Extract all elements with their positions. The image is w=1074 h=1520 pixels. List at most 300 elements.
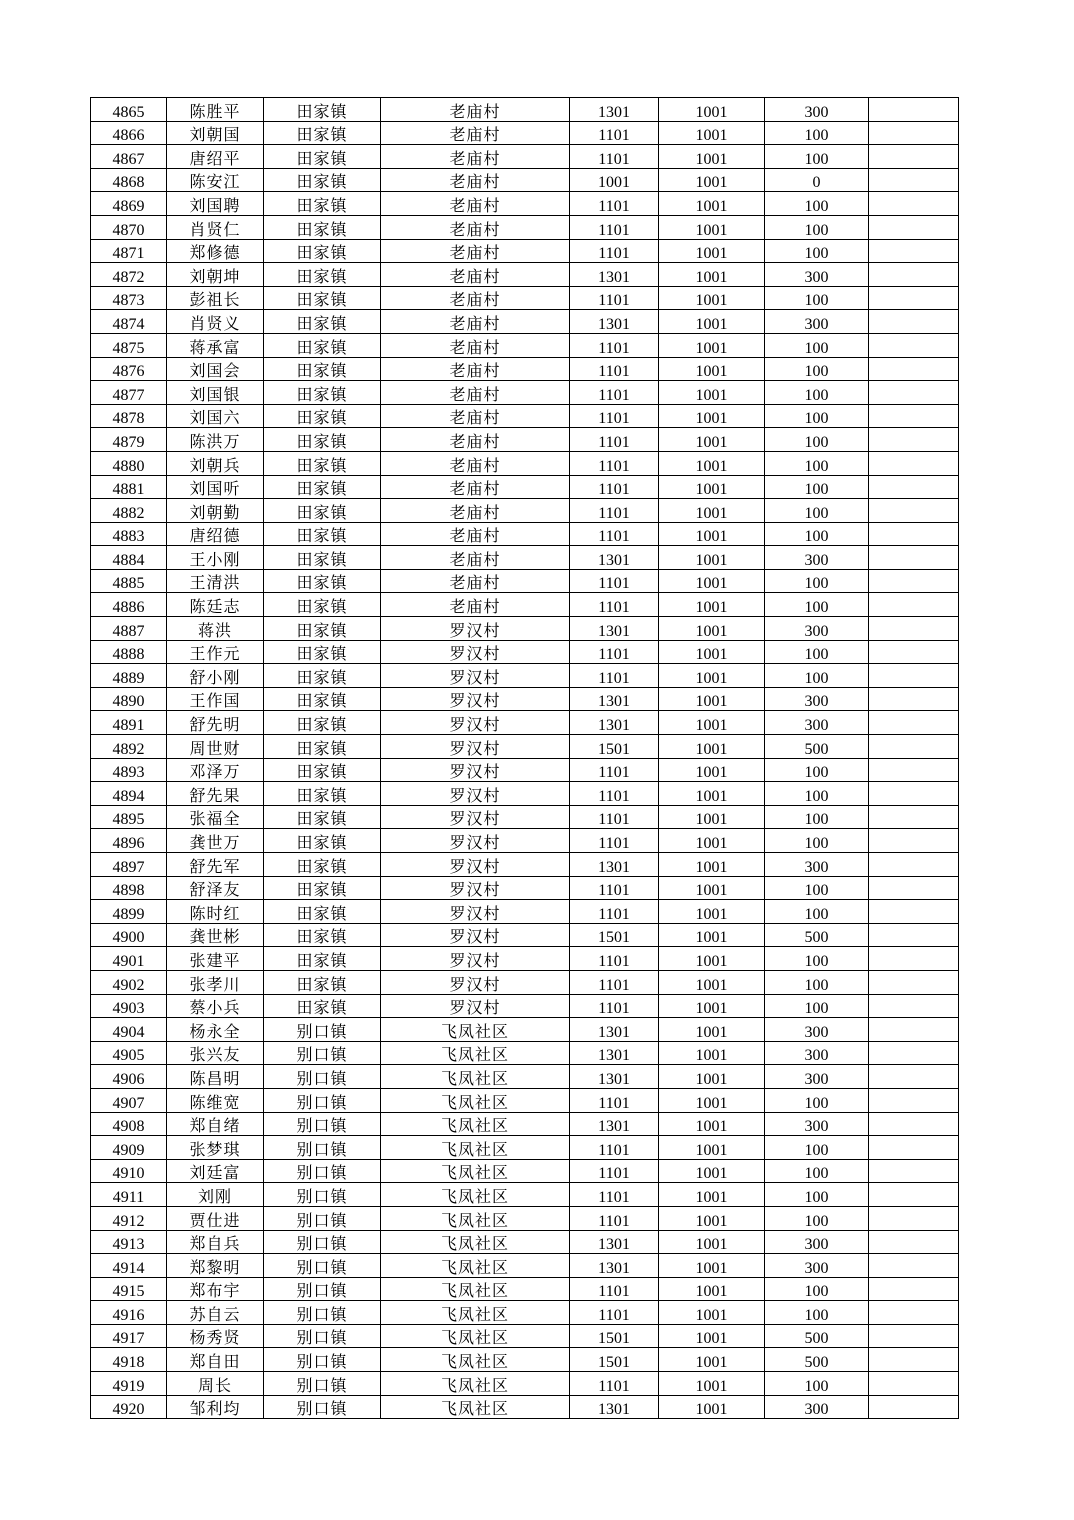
name-cell: 邓泽万: [167, 758, 264, 782]
name-cell: 蒋承富: [167, 333, 264, 357]
table-row: [91, 404, 959, 428]
table-row: [91, 451, 959, 475]
serial-number-cell: 4908: [91, 1112, 167, 1136]
value-a-cell: 1101: [570, 758, 659, 782]
village-cell: 罗汉村: [381, 805, 570, 829]
name-cell: 陈维宽: [167, 1088, 264, 1112]
value-b-cell: 1001: [659, 1277, 765, 1301]
name-cell: 张福全: [167, 805, 264, 829]
amount-cell: 100: [765, 357, 869, 381]
table-row: [91, 1041, 959, 1065]
value-b-cell: 1001: [659, 735, 765, 759]
village-cell: 飞凤社区: [381, 1254, 570, 1278]
value-a-cell: 1101: [570, 215, 659, 239]
serial-number-cell: 4877: [91, 381, 167, 405]
village-cell: 老庙村: [381, 98, 570, 122]
town-cell: 田家镇: [264, 853, 381, 877]
amount-cell: 100: [765, 900, 869, 924]
town-cell: 别口镇: [264, 1088, 381, 1112]
amount-cell: 500: [765, 1324, 869, 1348]
name-cell: 张孝川: [167, 970, 264, 994]
remark-cell: [869, 853, 959, 877]
town-cell: 别口镇: [264, 1254, 381, 1278]
town-cell: 田家镇: [264, 876, 381, 900]
name-cell: 刘朝坤: [167, 263, 264, 287]
serial-number-cell: 4890: [91, 687, 167, 711]
town-cell: 田家镇: [264, 829, 381, 853]
town-cell: 田家镇: [264, 758, 381, 782]
village-cell: 老庙村: [381, 404, 570, 428]
village-cell: 老庙村: [381, 286, 570, 310]
value-b-cell: 1001: [659, 805, 765, 829]
amount-cell: 100: [765, 475, 869, 499]
value-a-cell: 1101: [570, 1372, 659, 1396]
serial-number-cell: 4914: [91, 1254, 167, 1278]
serial-number-cell: 4894: [91, 782, 167, 806]
value-a-cell: 1301: [570, 1112, 659, 1136]
town-cell: 田家镇: [264, 286, 381, 310]
town-cell: 田家镇: [264, 994, 381, 1018]
village-cell: 老庙村: [381, 451, 570, 475]
value-a-cell: 1101: [570, 357, 659, 381]
town-cell: 别口镇: [264, 1136, 381, 1160]
serial-number-cell: 4911: [91, 1183, 167, 1207]
value-b-cell: 1001: [659, 239, 765, 263]
value-b-cell: 1001: [659, 333, 765, 357]
town-cell: 田家镇: [264, 947, 381, 971]
amount-cell: 100: [765, 1372, 869, 1396]
value-b-cell: 1001: [659, 1112, 765, 1136]
value-b-cell: 1001: [659, 1395, 765, 1419]
value-a-cell: 1301: [570, 1395, 659, 1419]
name-cell: 贾仕进: [167, 1206, 264, 1230]
table-row: [91, 1206, 959, 1230]
value-a-cell: 1101: [570, 593, 659, 617]
value-a-cell: 1101: [570, 428, 659, 452]
value-b-cell: 1001: [659, 593, 765, 617]
table-body: [91, 98, 959, 1419]
name-cell: 舒小刚: [167, 664, 264, 688]
serial-number-cell: 4903: [91, 994, 167, 1018]
table-row: [91, 805, 959, 829]
amount-cell: 300: [765, 853, 869, 877]
town-cell: 田家镇: [264, 970, 381, 994]
village-cell: 罗汉村: [381, 664, 570, 688]
value-a-cell: 1501: [570, 923, 659, 947]
town-cell: 田家镇: [264, 168, 381, 192]
town-cell: 田家镇: [264, 522, 381, 546]
village-cell: 罗汉村: [381, 735, 570, 759]
value-a-cell: 1101: [570, 333, 659, 357]
amount-cell: 300: [765, 546, 869, 570]
village-cell: 老庙村: [381, 499, 570, 523]
table-row: [91, 640, 959, 664]
table-row: [91, 499, 959, 523]
remark-cell: [869, 900, 959, 924]
village-cell: 罗汉村: [381, 853, 570, 877]
value-a-cell: 1301: [570, 310, 659, 334]
table-row: [91, 381, 959, 405]
table-row: [91, 1183, 959, 1207]
value-a-cell: 1101: [570, 522, 659, 546]
name-cell: 邹利均: [167, 1395, 264, 1419]
town-cell: 田家镇: [264, 569, 381, 593]
value-a-cell: 1101: [570, 1183, 659, 1207]
name-cell: 彭祖长: [167, 286, 264, 310]
table-row: [91, 687, 959, 711]
name-cell: 王作国: [167, 687, 264, 711]
table-row: [91, 1324, 959, 1348]
serial-number-cell: 4909: [91, 1136, 167, 1160]
remark-cell: [869, 664, 959, 688]
serial-number-cell: 4906: [91, 1065, 167, 1089]
name-cell: 周世财: [167, 735, 264, 759]
value-b-cell: 1001: [659, 1324, 765, 1348]
value-a-cell: 1301: [570, 1254, 659, 1278]
value-a-cell: 1101: [570, 1206, 659, 1230]
table-row: [91, 853, 959, 877]
town-cell: 田家镇: [264, 381, 381, 405]
name-cell: 郑自兵: [167, 1230, 264, 1254]
serial-number-cell: 4881: [91, 475, 167, 499]
village-cell: 罗汉村: [381, 687, 570, 711]
amount-cell: 500: [765, 1348, 869, 1372]
village-cell: 罗汉村: [381, 900, 570, 924]
amount-cell: 100: [765, 640, 869, 664]
value-b-cell: 1001: [659, 664, 765, 688]
value-a-cell: 1101: [570, 829, 659, 853]
name-cell: 陈洪万: [167, 428, 264, 452]
town-cell: 别口镇: [264, 1348, 381, 1372]
village-cell: 飞凤社区: [381, 1112, 570, 1136]
amount-cell: 100: [765, 782, 869, 806]
table-row: [91, 546, 959, 570]
value-b-cell: 1001: [659, 1136, 765, 1160]
amount-cell: 100: [765, 876, 869, 900]
name-cell: 郑布宇: [167, 1277, 264, 1301]
table-row: [91, 593, 959, 617]
value-a-cell: 1101: [570, 404, 659, 428]
serial-number-cell: 4901: [91, 947, 167, 971]
amount-cell: 500: [765, 735, 869, 759]
name-cell: 舒泽友: [167, 876, 264, 900]
village-cell: 老庙村: [381, 263, 570, 287]
amount-cell: 100: [765, 593, 869, 617]
village-cell: 老庙村: [381, 215, 570, 239]
amount-cell: 100: [765, 569, 869, 593]
remark-cell: [869, 404, 959, 428]
remark-cell: [869, 947, 959, 971]
village-cell: 飞凤社区: [381, 1065, 570, 1089]
village-cell: 飞凤社区: [381, 1041, 570, 1065]
amount-cell: 100: [765, 451, 869, 475]
value-b-cell: 1001: [659, 1206, 765, 1230]
table-row: [91, 711, 959, 735]
village-cell: 老庙村: [381, 333, 570, 357]
name-cell: 郑自田: [167, 1348, 264, 1372]
value-b-cell: 1001: [659, 569, 765, 593]
amount-cell: 100: [765, 333, 869, 357]
value-a-cell: 1101: [570, 145, 659, 169]
remark-cell: [869, 522, 959, 546]
remark-cell: [869, 1395, 959, 1419]
town-cell: 田家镇: [264, 711, 381, 735]
value-b-cell: 1001: [659, 1018, 765, 1042]
village-cell: 老庙村: [381, 381, 570, 405]
town-cell: 田家镇: [264, 499, 381, 523]
table-row: [91, 900, 959, 924]
value-b-cell: 1001: [659, 381, 765, 405]
village-cell: 飞凤社区: [381, 1372, 570, 1396]
name-cell: 张兴友: [167, 1041, 264, 1065]
town-cell: 田家镇: [264, 215, 381, 239]
value-a-cell: 1101: [570, 569, 659, 593]
town-cell: 田家镇: [264, 546, 381, 570]
village-cell: 老庙村: [381, 310, 570, 334]
town-cell: 别口镇: [264, 1301, 381, 1325]
value-a-cell: 1101: [570, 805, 659, 829]
town-cell: 田家镇: [264, 687, 381, 711]
amount-cell: 100: [765, 1136, 869, 1160]
value-a-cell: 1101: [570, 876, 659, 900]
amount-cell: 100: [765, 994, 869, 1018]
amount-cell: 100: [765, 1301, 869, 1325]
remark-cell: [869, 970, 959, 994]
table-row: [91, 1230, 959, 1254]
serial-number-cell: 4888: [91, 640, 167, 664]
town-cell: 别口镇: [264, 1183, 381, 1207]
remark-cell: [869, 310, 959, 334]
village-cell: 罗汉村: [381, 758, 570, 782]
name-cell: 刘国银: [167, 381, 264, 405]
table-row: [91, 522, 959, 546]
village-cell: 罗汉村: [381, 640, 570, 664]
table-row: [91, 664, 959, 688]
town-cell: 别口镇: [264, 1018, 381, 1042]
town-cell: 田家镇: [264, 664, 381, 688]
amount-cell: 300: [765, 1254, 869, 1278]
serial-number-cell: 4892: [91, 735, 167, 759]
value-b-cell: 1001: [659, 1254, 765, 1278]
serial-number-cell: 4873: [91, 286, 167, 310]
remark-cell: [869, 829, 959, 853]
remark-cell: [869, 711, 959, 735]
value-a-cell: 1101: [570, 900, 659, 924]
serial-number-cell: 4866: [91, 121, 167, 145]
remark-cell: [869, 1324, 959, 1348]
value-a-cell: 1301: [570, 263, 659, 287]
serial-number-cell: 4878: [91, 404, 167, 428]
town-cell: 田家镇: [264, 310, 381, 334]
amount-cell: 100: [765, 145, 869, 169]
serial-number-cell: 4886: [91, 593, 167, 617]
serial-number-cell: 4920: [91, 1395, 167, 1419]
town-cell: 别口镇: [264, 1065, 381, 1089]
serial-number-cell: 4904: [91, 1018, 167, 1042]
village-cell: 老庙村: [381, 546, 570, 570]
table-row: [91, 1348, 959, 1372]
value-b-cell: 1001: [659, 1088, 765, 1112]
name-cell: 陈胜平: [167, 98, 264, 122]
value-b-cell: 1001: [659, 475, 765, 499]
amount-cell: 100: [765, 239, 869, 263]
town-cell: 田家镇: [264, 428, 381, 452]
value-a-cell: 1301: [570, 711, 659, 735]
village-cell: 罗汉村: [381, 829, 570, 853]
remark-cell: [869, 475, 959, 499]
name-cell: 蒋洪: [167, 617, 264, 641]
value-a-cell: 1101: [570, 782, 659, 806]
town-cell: 别口镇: [264, 1324, 381, 1348]
name-cell: 刘朝兵: [167, 451, 264, 475]
remark-cell: [869, 1301, 959, 1325]
remark-cell: [869, 499, 959, 523]
value-b-cell: 1001: [659, 994, 765, 1018]
value-b-cell: 1001: [659, 1301, 765, 1325]
name-cell: 张梦琪: [167, 1136, 264, 1160]
table-row: [91, 617, 959, 641]
serial-number-cell: 4895: [91, 805, 167, 829]
table-row: [91, 1254, 959, 1278]
remark-cell: [869, 381, 959, 405]
table-row: [91, 876, 959, 900]
value-a-cell: 1301: [570, 687, 659, 711]
village-cell: 老庙村: [381, 569, 570, 593]
remark-cell: [869, 758, 959, 782]
remark-cell: [869, 687, 959, 711]
table-row: [91, 357, 959, 381]
table-row: [91, 1136, 959, 1160]
name-cell: 陈安江: [167, 168, 264, 192]
serial-number-cell: 4883: [91, 522, 167, 546]
village-cell: 老庙村: [381, 475, 570, 499]
remark-cell: [869, 1206, 959, 1230]
amount-cell: 100: [765, 381, 869, 405]
remark-cell: [869, 569, 959, 593]
name-cell: 唐绍平: [167, 145, 264, 169]
serial-number-cell: 4891: [91, 711, 167, 735]
remark-cell: [869, 546, 959, 570]
serial-number-cell: 4915: [91, 1277, 167, 1301]
table-row: [91, 1112, 959, 1136]
value-a-cell: 1101: [570, 381, 659, 405]
town-cell: 田家镇: [264, 333, 381, 357]
remark-cell: [869, 1183, 959, 1207]
table-row: [91, 286, 959, 310]
amount-cell: 100: [765, 1277, 869, 1301]
value-b-cell: 1001: [659, 499, 765, 523]
name-cell: 王作元: [167, 640, 264, 664]
town-cell: 别口镇: [264, 1372, 381, 1396]
village-cell: 罗汉村: [381, 970, 570, 994]
value-b-cell: 1001: [659, 310, 765, 334]
value-a-cell: 1001: [570, 168, 659, 192]
value-a-cell: 1101: [570, 499, 659, 523]
value-b-cell: 1001: [659, 98, 765, 122]
amount-cell: 100: [765, 1159, 869, 1183]
value-a-cell: 1301: [570, 1065, 659, 1089]
amount-cell: 100: [765, 499, 869, 523]
town-cell: 田家镇: [264, 357, 381, 381]
serial-number-cell: 4896: [91, 829, 167, 853]
amount-cell: 100: [765, 404, 869, 428]
town-cell: 别口镇: [264, 1112, 381, 1136]
village-cell: 罗汉村: [381, 711, 570, 735]
remark-cell: [869, 876, 959, 900]
value-a-cell: 1101: [570, 664, 659, 688]
serial-number-cell: 4871: [91, 239, 167, 263]
table-row: [91, 735, 959, 759]
amount-cell: 100: [765, 1088, 869, 1112]
name-cell: 刘朝勤: [167, 499, 264, 523]
serial-number-cell: 4905: [91, 1041, 167, 1065]
name-cell: 刘刚: [167, 1183, 264, 1207]
village-cell: 罗汉村: [381, 947, 570, 971]
serial-number-cell: 4882: [91, 499, 167, 523]
remark-cell: [869, 168, 959, 192]
serial-number-cell: 4900: [91, 923, 167, 947]
remark-cell: [869, 1372, 959, 1396]
value-a-cell: 1101: [570, 994, 659, 1018]
name-cell: 龚世万: [167, 829, 264, 853]
table-row: [91, 263, 959, 287]
remark-cell: [869, 923, 959, 947]
value-a-cell: 1101: [570, 970, 659, 994]
value-b-cell: 1001: [659, 1065, 765, 1089]
amount-cell: 100: [765, 286, 869, 310]
value-b-cell: 1001: [659, 263, 765, 287]
value-b-cell: 1001: [659, 546, 765, 570]
amount-cell: 300: [765, 310, 869, 334]
serial-number-cell: 4872: [91, 263, 167, 287]
value-b-cell: 1001: [659, 876, 765, 900]
table-row: [91, 333, 959, 357]
town-cell: 别口镇: [264, 1277, 381, 1301]
amount-cell: 100: [765, 758, 869, 782]
table-row: [91, 475, 959, 499]
data-table: [90, 97, 959, 1419]
table-row: [91, 121, 959, 145]
value-b-cell: 1001: [659, 192, 765, 216]
table-row: [91, 758, 959, 782]
town-cell: 田家镇: [264, 782, 381, 806]
village-cell: 飞凤社区: [381, 1277, 570, 1301]
name-cell: 苏自云: [167, 1301, 264, 1325]
value-a-cell: 1101: [570, 1159, 659, 1183]
town-cell: 田家镇: [264, 735, 381, 759]
serial-number-cell: 4916: [91, 1301, 167, 1325]
amount-cell: 100: [765, 121, 869, 145]
value-a-cell: 1301: [570, 853, 659, 877]
town-cell: 田家镇: [264, 923, 381, 947]
value-b-cell: 1001: [659, 1348, 765, 1372]
amount-cell: 300: [765, 1395, 869, 1419]
village-cell: 罗汉村: [381, 617, 570, 641]
amount-cell: 100: [765, 522, 869, 546]
remark-cell: [869, 263, 959, 287]
remark-cell: [869, 994, 959, 1018]
value-a-cell: 1101: [570, 1088, 659, 1112]
value-a-cell: 1301: [570, 98, 659, 122]
remark-cell: [869, 428, 959, 452]
town-cell: 田家镇: [264, 617, 381, 641]
town-cell: 田家镇: [264, 145, 381, 169]
remark-cell: [869, 1230, 959, 1254]
name-cell: 刘国聘: [167, 192, 264, 216]
value-b-cell: 1001: [659, 758, 765, 782]
value-a-cell: 1101: [570, 239, 659, 263]
village-cell: 飞凤社区: [381, 1301, 570, 1325]
